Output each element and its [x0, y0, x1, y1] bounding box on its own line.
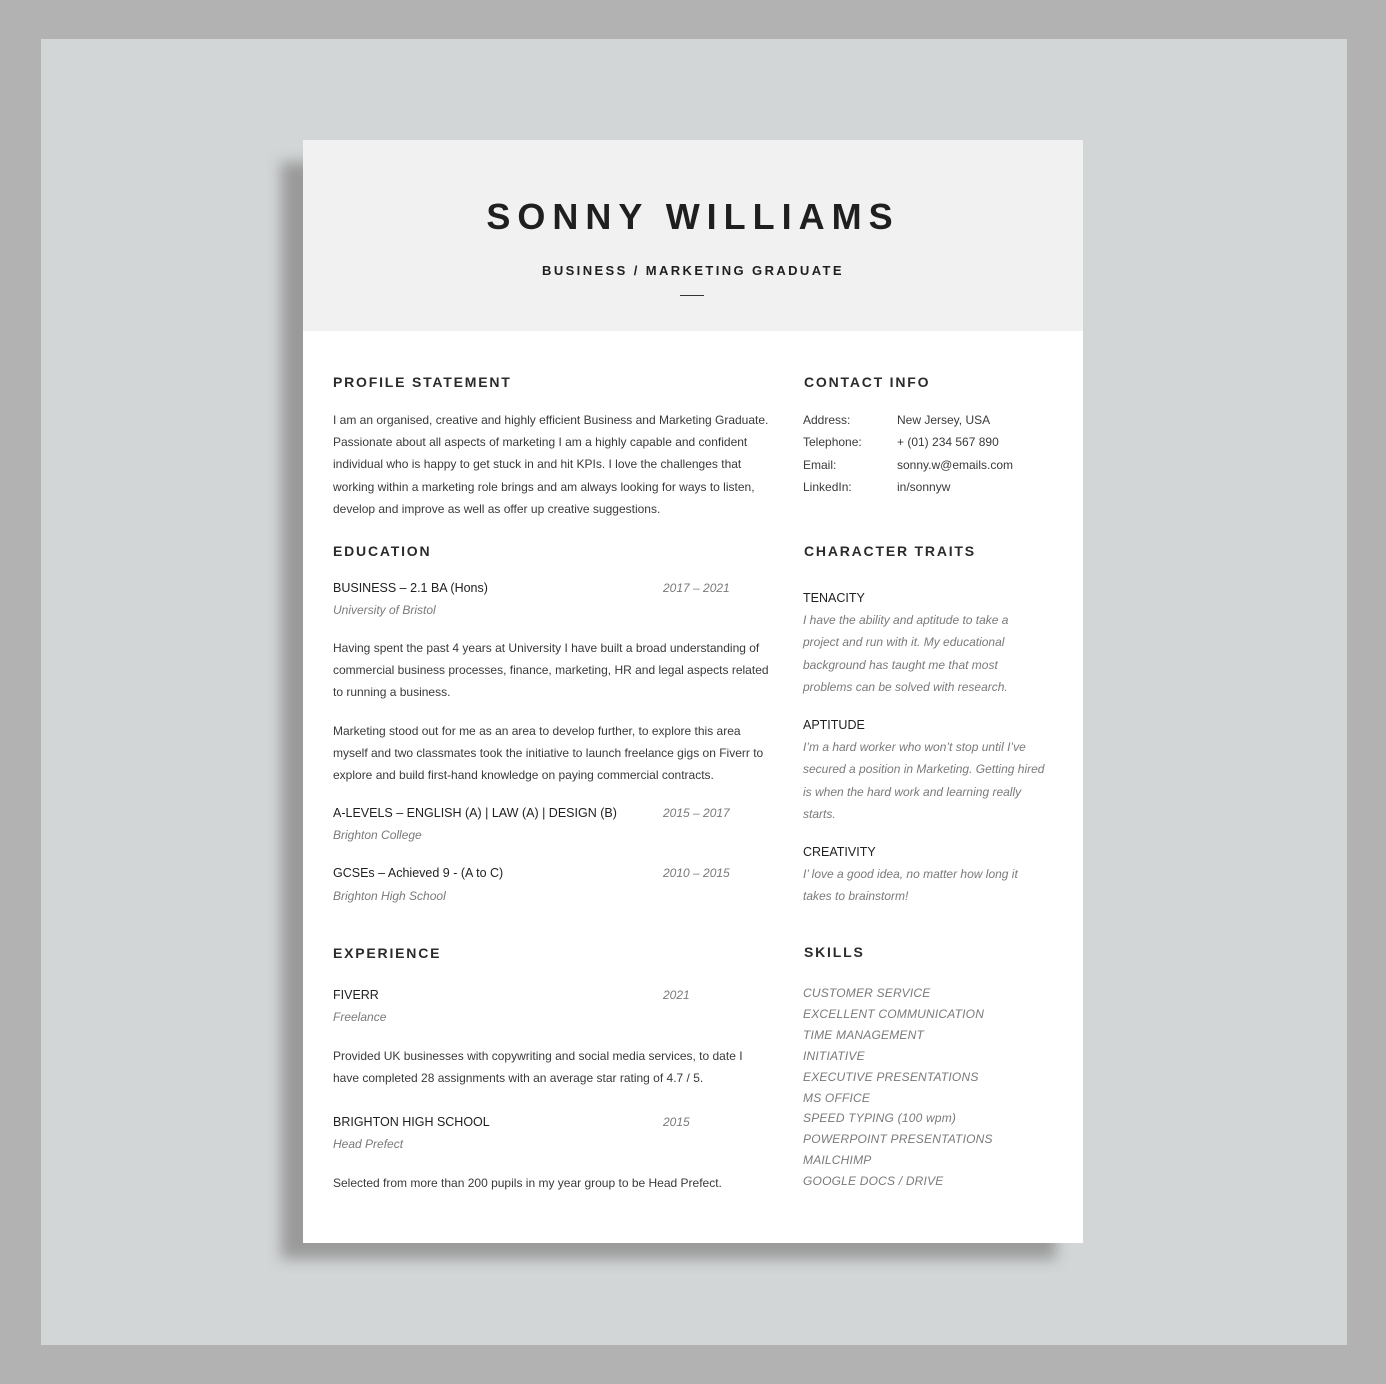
education-dates: 2010 – 2015	[663, 866, 730, 880]
description-line: Selected from more than 200 pupils in my year group to be Head Prefect.	[333, 1176, 722, 1190]
trait-line: background has taught me that most	[803, 657, 998, 672]
education-school: Brighton College	[333, 828, 422, 842]
trait-line: I’m a hard worker who won’t stop until I’ve	[803, 740, 1026, 754]
education-degree: BUSINESS – 2.1 BA (Hons)	[333, 581, 488, 595]
trait-description	[803, 736, 1044, 825]
description-line: Having spent the past 4 years at University I have built a broad understanding of	[333, 641, 760, 655]
contact-label-address: Address:	[803, 413, 851, 427]
traits-heading: CHARACTER TRAITS	[804, 543, 976, 559]
education-description	[333, 720, 763, 787]
skill-item: EXCELLENT COMMUNICATION	[803, 1006, 985, 1021]
profile-statement	[333, 409, 768, 520]
skill-item: CUSTOMER SERVICE	[803, 986, 931, 1000]
experience-description	[333, 1045, 743, 1089]
experience-role: Head Prefect	[333, 1137, 404, 1151]
skills-heading: SKILLS	[804, 944, 865, 960]
description-line: myself and two classmates took the initiative to launch freelance gigs on Fiverr to	[333, 746, 764, 761]
trait-line: takes to brainstorm!	[803, 889, 909, 904]
education-school: University of Bristol	[333, 603, 436, 617]
education-degree: A-LEVELS – ENGLISH (A) | LAW (A) | DESIGN (B)	[333, 806, 617, 820]
description-line: have completed 28 assignments with an average star rating of 4.7 / 5.	[333, 1071, 704, 1086]
education-school: Brighton High School	[333, 889, 446, 903]
resume-header	[303, 140, 1083, 331]
trait-line: problems can be solved with research.	[803, 679, 1008, 694]
profile-line: individual who is happy to get stuck in and hit KPIs. I love the challenges that	[333, 457, 742, 472]
education-heading: EDUCATION	[333, 543, 432, 559]
contact-telephone: + (01) 234 567 890	[897, 435, 999, 449]
profile-line: working within a marketing role brings and am always looking for ways to listen,	[333, 479, 755, 494]
skill-item: INITIATIVE	[803, 1048, 865, 1063]
contact-label-linkedin: LinkedIn:	[803, 480, 852, 494]
trait-name: TENACITY	[803, 591, 865, 605]
education-dates: 2017 – 2021	[663, 581, 730, 595]
profile-line: Passionate about all aspects of marketing I am a highly capable and confident	[333, 435, 748, 450]
trait-description	[803, 863, 1018, 908]
contact-address: New Jersey, USA	[897, 413, 991, 427]
trait-name: CREATIVITY	[803, 845, 876, 859]
trait-line: secured a position in Marketing. Getting hired	[803, 762, 1045, 777]
experience-description	[333, 1172, 722, 1194]
skills-list	[803, 983, 993, 1192]
skill-item: MS OFFICE	[803, 1090, 871, 1105]
experience-role: Freelance	[333, 1010, 387, 1024]
description-line: Provided UK businesses with copywriting and social media services, to date I	[333, 1049, 743, 1063]
trait-line: I’ love a good idea, no matter how long it	[803, 867, 1018, 881]
education-dates: 2015 – 2017	[663, 806, 730, 820]
experience-dates: 2021	[663, 988, 690, 1002]
trait-line: starts.	[803, 806, 836, 821]
description-line: explore and build first-hand knowledge on paying commercial contracts.	[333, 768, 714, 783]
profile-line: develop and improve as well as offer up creative suggestions.	[333, 501, 661, 516]
profile-line: I am an organised, creative and highly efficient Business and Marketing Graduate.	[333, 413, 769, 427]
skill-item: GOOGLE DOCS / DRIVE	[803, 1174, 944, 1189]
contact-heading: CONTACT INFO	[804, 374, 931, 390]
experience-heading: EXPERIENCE	[333, 945, 442, 961]
resume-page	[303, 140, 1083, 1243]
header-divider	[680, 295, 704, 296]
skill-item: EXECUTIVE PRESENTATIONS	[803, 1069, 979, 1084]
profile-heading: PROFILE STATEMENT	[333, 374, 512, 390]
description-line: Marketing stood out for me as an area to develop further, to explore this area	[333, 724, 741, 738]
education-degree: GCSEs – Achieved 9 - (A to C)	[333, 866, 504, 880]
trait-line: is when the hard work and learning really	[803, 784, 1022, 799]
education-description	[333, 637, 769, 704]
trait-name: APTITUDE	[803, 718, 865, 732]
experience-title: BRIGHTON HIGH SCHOOL	[333, 1115, 490, 1129]
contact-linkedin: in/sonnyw	[897, 480, 951, 494]
skill-item: POWERPOINT PRESENTATIONS	[803, 1132, 993, 1147]
trait-line: project and run with it. My educational	[803, 635, 1005, 650]
candidate-title: BUSINESS / MARKETING GRADUATE	[542, 263, 844, 278]
experience-title: FIVERR	[333, 988, 379, 1002]
contact-email: sonny.w@emails.com	[897, 458, 1013, 472]
candidate-name: SONNY WILLIAMS	[486, 196, 900, 237]
trait-line: I have the ability and aptitude to take a	[803, 613, 1009, 627]
contact-label-telephone: Telephone:	[803, 435, 862, 449]
trait-description	[803, 609, 1008, 698]
skill-item: SPEED TYPING (100 wpm)	[803, 1111, 957, 1126]
description-line: to running a business.	[333, 685, 451, 700]
contact-label-email: Email:	[803, 458, 837, 472]
skill-item: MAILCHIMP	[803, 1153, 872, 1168]
description-line: commercial business processes, finance, marketing, HR and legal aspects related	[333, 663, 769, 678]
skill-item: TIME MANAGEMENT	[803, 1027, 925, 1042]
experience-dates: 2015	[663, 1115, 690, 1129]
